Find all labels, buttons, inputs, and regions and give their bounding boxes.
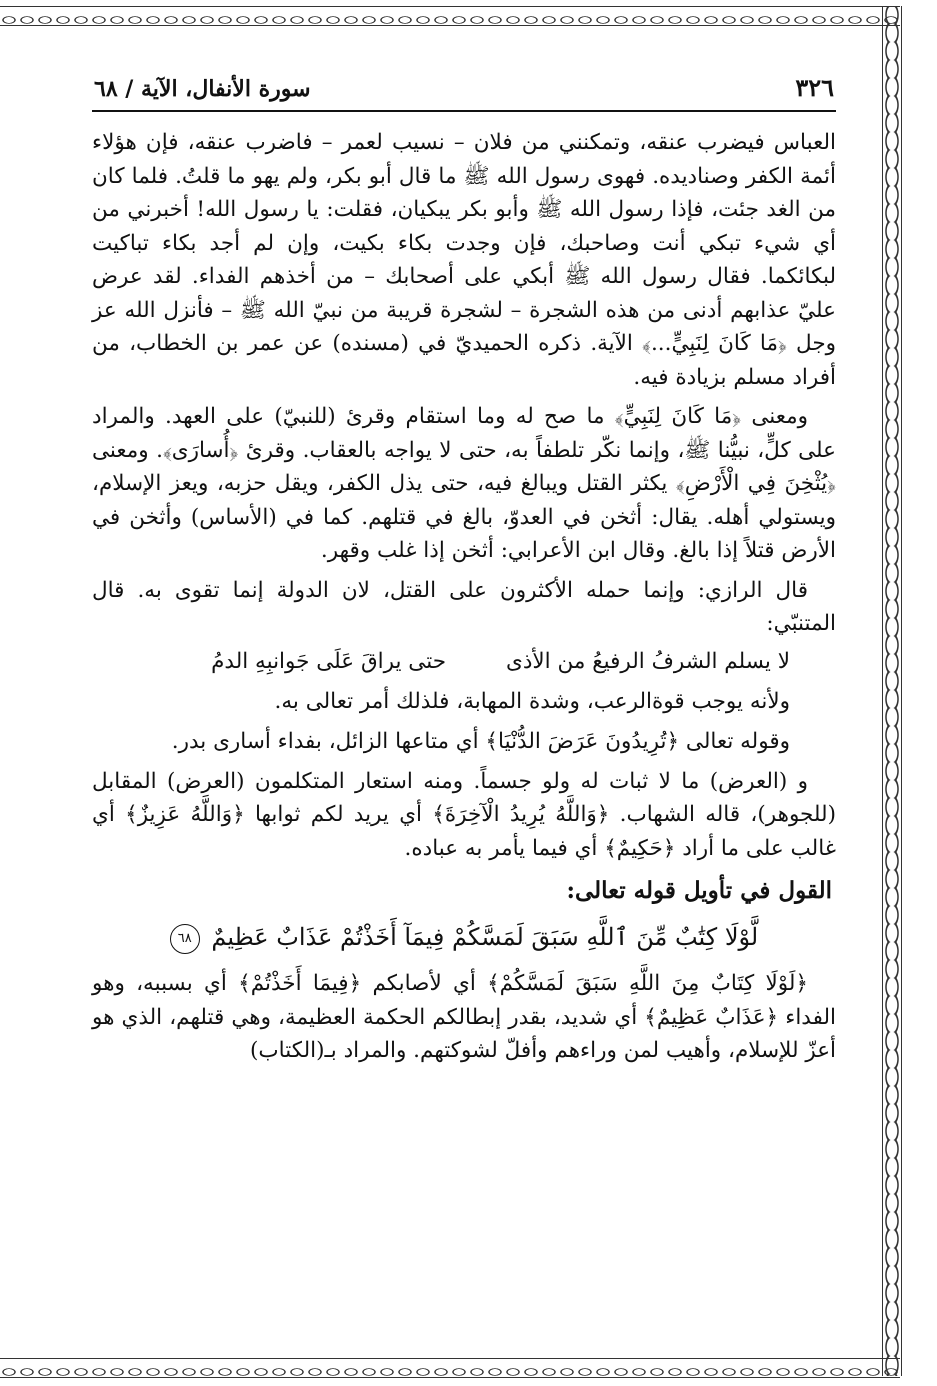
ayah-number-marker: ٦٨ xyxy=(170,924,200,954)
page-number: ٣٢٦ xyxy=(795,73,834,102)
paragraph-5: ﴿لَوْلَا كِتَابٌ مِنَ اللَّهِ سَبَقَ لَمَسَّكُمْ﴾ أي لأصابكم ﴿فِيمَا أَخَذْتُمْ﴾ أي بسببه، وهو الفداء ﴿عَذَابٌ عَظِيمٌ﴾ أي شديد، بقدر إبطالكم الحكمة العظيمة، وهي قتلهم، الذي هو أعزّ للإسلام، وأهيب لمن وراءهم وأفلّ لشوكتهم. والمراد بـ(الكتاب) xyxy=(92,971,836,1063)
paragraph-1: العباس فيضرب عنقه، وتمكنني من فلان – نسيب لعمر – فاضرب عنقه، فإن هؤلاء أئمة الكفر وصناديده. فهوى رسول الله ﷺ ما قال أبو بكر، ولم يهو ما قلتُ. فلما كان من الغد جئت، فإذا رسول الله ﷺ وأبو بكر يبكيان، فقلت: يا رسول الله! أخبرني من أي شيء تبكي أنت وصاحبك، فإن وجدت بكاء بكيت، وإن لم أجد بكاء تباكيت لبكائكما. فقال رسول الله ﷺ أبكي على أصحابك – من أخذهم الفداء. لقد عرض عليّ عذابهم أدنى من هذه الشجرة – لشجرة قريبة من نبيّ الله ﷺ – فأنزل الله عز وجل ﴿مَا كَانَ لِنَبِيٍّ...﴾ الآية. ذكره الحميديّ في (مسنده) عن عمر بن الخطاب، من أفراد مسلم بزيادة فيه. xyxy=(92,130,836,390)
poem-verse xyxy=(92,645,836,679)
after-poem-line-1: ولأنه يوجب قوةالرعب، وشدة المهابة، فلذلك أمر تعالى به. xyxy=(274,688,790,714)
poem-hemistich-2: حتى يراقَ عَلَى جَوانبِهِ الدمُ xyxy=(211,648,446,674)
poem-hemistich-1: لا يسلم الشرفُ الرفيعُ من الأذى xyxy=(506,648,790,674)
paragraph-3: قال الرازي: وإنما حمله الأكثرون على القتل، لان الدولة إنما تقوى به. قال المتنبّي: xyxy=(92,577,836,636)
section-title: القول في تأويل قوله تعالى: xyxy=(566,877,832,904)
after-poem-line-2: وقوله تعالى ﴿تُرِيدُونَ عَرَضَ الدُّنْيَا﴾ أي متاعها الزائل، بفداء أسارى بدر. xyxy=(171,728,790,754)
quran-verse-text: لَّوْلَا كِتَٰبٌ مِّنَ ٱللَّهِ سَبَقَ لَمَسَّكُمْ فِيمَآ أَخَذْتُمْ عَذَابٌ عَظِيمٌ xyxy=(211,923,759,951)
page-body xyxy=(92,62,836,1068)
paragraph-2: ومعنى ﴿مَا كَانَ لِنَبِيٍّ﴾ ما صح له وما استقام وقرئ (للنبيّ) على العهد. والمراد على كلٍّ، نبيُّنا ﷺ، وإنما نكّر تلطفاً به، حتى لا يواجه بالعقاب. وقرئ ﴿أُسارَى﴾. ومعنى ﴿يُثْخِنَ فِي الْأَرْضِ﴾ يكثر القتل ويبالغ فيه، حتى يذل الكفر، ويقل حزبه، ويعز الإسلام، ويستولي أهله. يقال: أثخن في العدوّ، بالغ في قتلهم. كما في (الأساس) وأثخن في الأرض قتلاً إذا بالغ. وقال ابن الأعرابي: أثخن إذا غلب وقهر. xyxy=(92,404,836,563)
running-title: سورة الأنفال، الآية / ٦٨ xyxy=(94,76,311,102)
top-ornamental-border xyxy=(0,6,900,26)
bottom-ornamental-border xyxy=(0,1358,900,1378)
right-ornamental-border xyxy=(882,6,902,1376)
paragraph-4: و (العرض) ما لا ثبات له ولو جسماً. ومنه استعار المتكلمون (العرض) المقابل (للجوهر)، قاله الشهاب. ﴿وَاللَّهُ يُرِيدُ الْآخِرَةَ﴾ أي يريد لكم ثوابها ﴿وَاللَّهُ عَزِيزٌ﴾ أي غالب على ما أراد ﴿حَكِيمٌ﴾ أي فيما يأمر به عباده. xyxy=(92,768,836,861)
page-header xyxy=(92,62,836,112)
quran-verse xyxy=(92,915,836,959)
